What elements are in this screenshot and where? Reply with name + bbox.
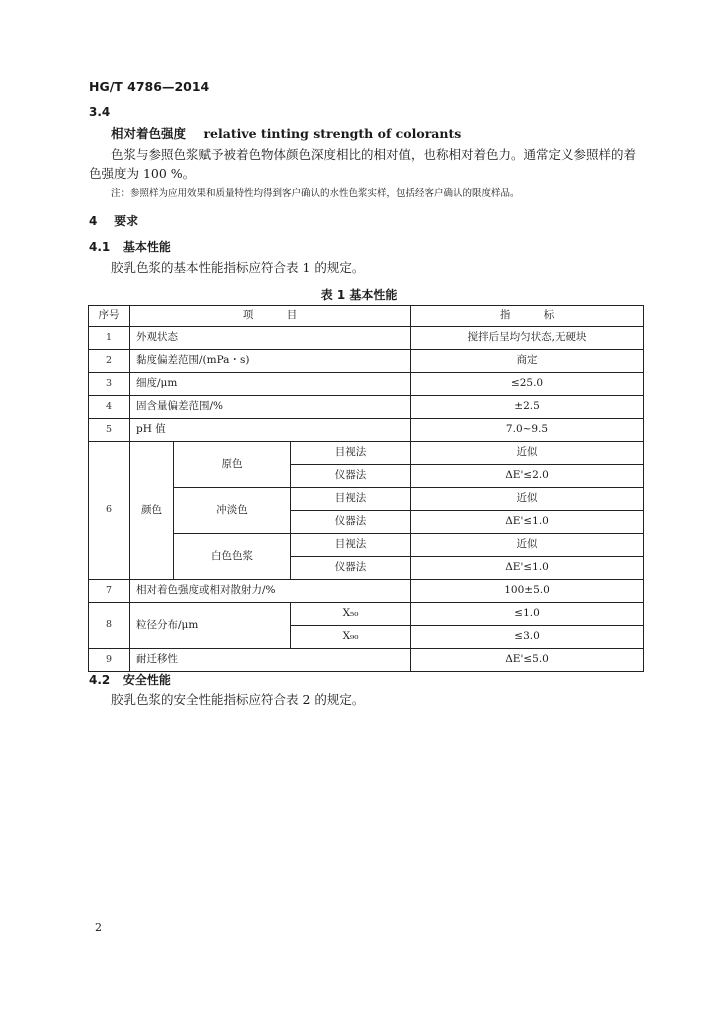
definition-line-1: 色浆与参照色浆赋予被着色物体颜色深度相比的相对值，也称相对着色力。通常定义参照样的着 [111,147,637,162]
color-group: 原色 [174,442,291,488]
color-group: 白色色浆 [174,534,291,580]
standard-number: HG/T 4786—2014 [89,79,210,94]
method: 仪器法 [291,465,411,488]
row-value: 商定 [411,350,644,373]
row-item: 粒径分布/μm [130,603,291,649]
header-item: 项 目 [130,306,411,327]
row-value: 搅拌后呈均匀状态,无硬块 [411,327,644,350]
row-value: 近似 [411,442,644,465]
row-no: 8 [89,603,130,649]
particle-symbol: X₉₀ [291,626,411,649]
row-no: 1 [89,327,130,350]
row-value: 近似 [411,534,644,557]
row-item: 细度/μm [130,373,411,396]
row-item: 外观状态 [130,327,411,350]
method: 目视法 [291,534,411,557]
row-value: ΔE'≤1.0 [411,511,644,534]
note: 注：参照样为应用效果和质量特性均得到客户确认的水性色浆实样，包括经客户确认的限度样品。 [111,188,520,199]
clause-3-4-term [111,124,461,142]
header-index: 指 标 [411,306,644,327]
table-row [89,396,644,419]
clause-3-4-number: 3.4 [89,105,111,119]
row-value: 近似 [411,488,644,511]
term-cn: 相对着色强度 [111,126,187,141]
clause-4-2-text: 胶乳色浆的安全性能指标应符合表 2 的规定。 [111,692,365,707]
row-value: ΔE'≤1.0 [411,557,644,580]
row-item: 黏度偏差范围/(mPa・s) [130,350,411,373]
row-value: ≤1.0 [411,603,644,626]
method: 目视法 [291,442,411,465]
clause-4-2-title: 安全性能 [122,673,171,687]
row-no: 5 [89,419,130,442]
clause-4-1-text: 胶乳色浆的基本性能指标应符合表 1 的规定。 [111,260,365,275]
table-row [89,442,644,465]
header-no: 序号 [89,306,130,327]
row-no: 7 [89,580,130,603]
method: 仪器法 [291,511,411,534]
definition-line-2: 色强度为 100 %。 [89,166,196,181]
section-4-title: 要求 [114,214,139,228]
clause-4-1-title: 基本性能 [122,240,171,254]
page-number: 2 [95,921,102,934]
color-item: 颜色 [130,442,174,580]
row-no: 9 [89,649,130,672]
row-value: 100±5.0 [411,580,644,603]
method: 目视法 [291,488,411,511]
section-4-heading [89,212,138,229]
row-value: 7.0~9.5 [411,419,644,442]
table-row [89,350,644,373]
clause-4-2-heading [89,671,171,688]
clause-4-2-number: 4.2 [89,673,111,687]
row-value: ≤3.0 [411,626,644,649]
row-item: pH 值 [130,419,411,442]
table-row [89,419,644,442]
table-caption: 表 1 基本性能 [320,288,398,302]
row-item: 固含量偏差范围/% [130,396,411,419]
section-4-number: 4 [89,214,98,228]
table-row [89,603,644,626]
row-value: ≤25.0 [411,373,644,396]
table-row [89,373,644,396]
color-group: 冲淡色 [174,488,291,534]
table-row [89,327,644,350]
basic-performance-table [88,305,644,672]
particle-symbol: X₅₀ [291,603,411,626]
table-row [89,580,644,603]
row-no: 6 [89,442,130,580]
row-value: ±2.5 [411,396,644,419]
row-value: ΔE'≤2.0 [411,465,644,488]
term-en: relative tinting strength of colorants [203,126,462,141]
table-header-row [89,306,644,327]
row-item: 耐迁移性 [130,649,411,672]
row-no: 3 [89,373,130,396]
table-row [89,649,644,672]
clause-4-1-number: 4.1 [89,240,111,254]
clause-4-1-heading [89,238,171,255]
row-value: ΔE'≤5.0 [411,649,644,672]
row-item: 相对着色强度或相对散射力/% [130,580,411,603]
row-no: 4 [89,396,130,419]
method: 仪器法 [291,557,411,580]
row-no: 2 [89,350,130,373]
